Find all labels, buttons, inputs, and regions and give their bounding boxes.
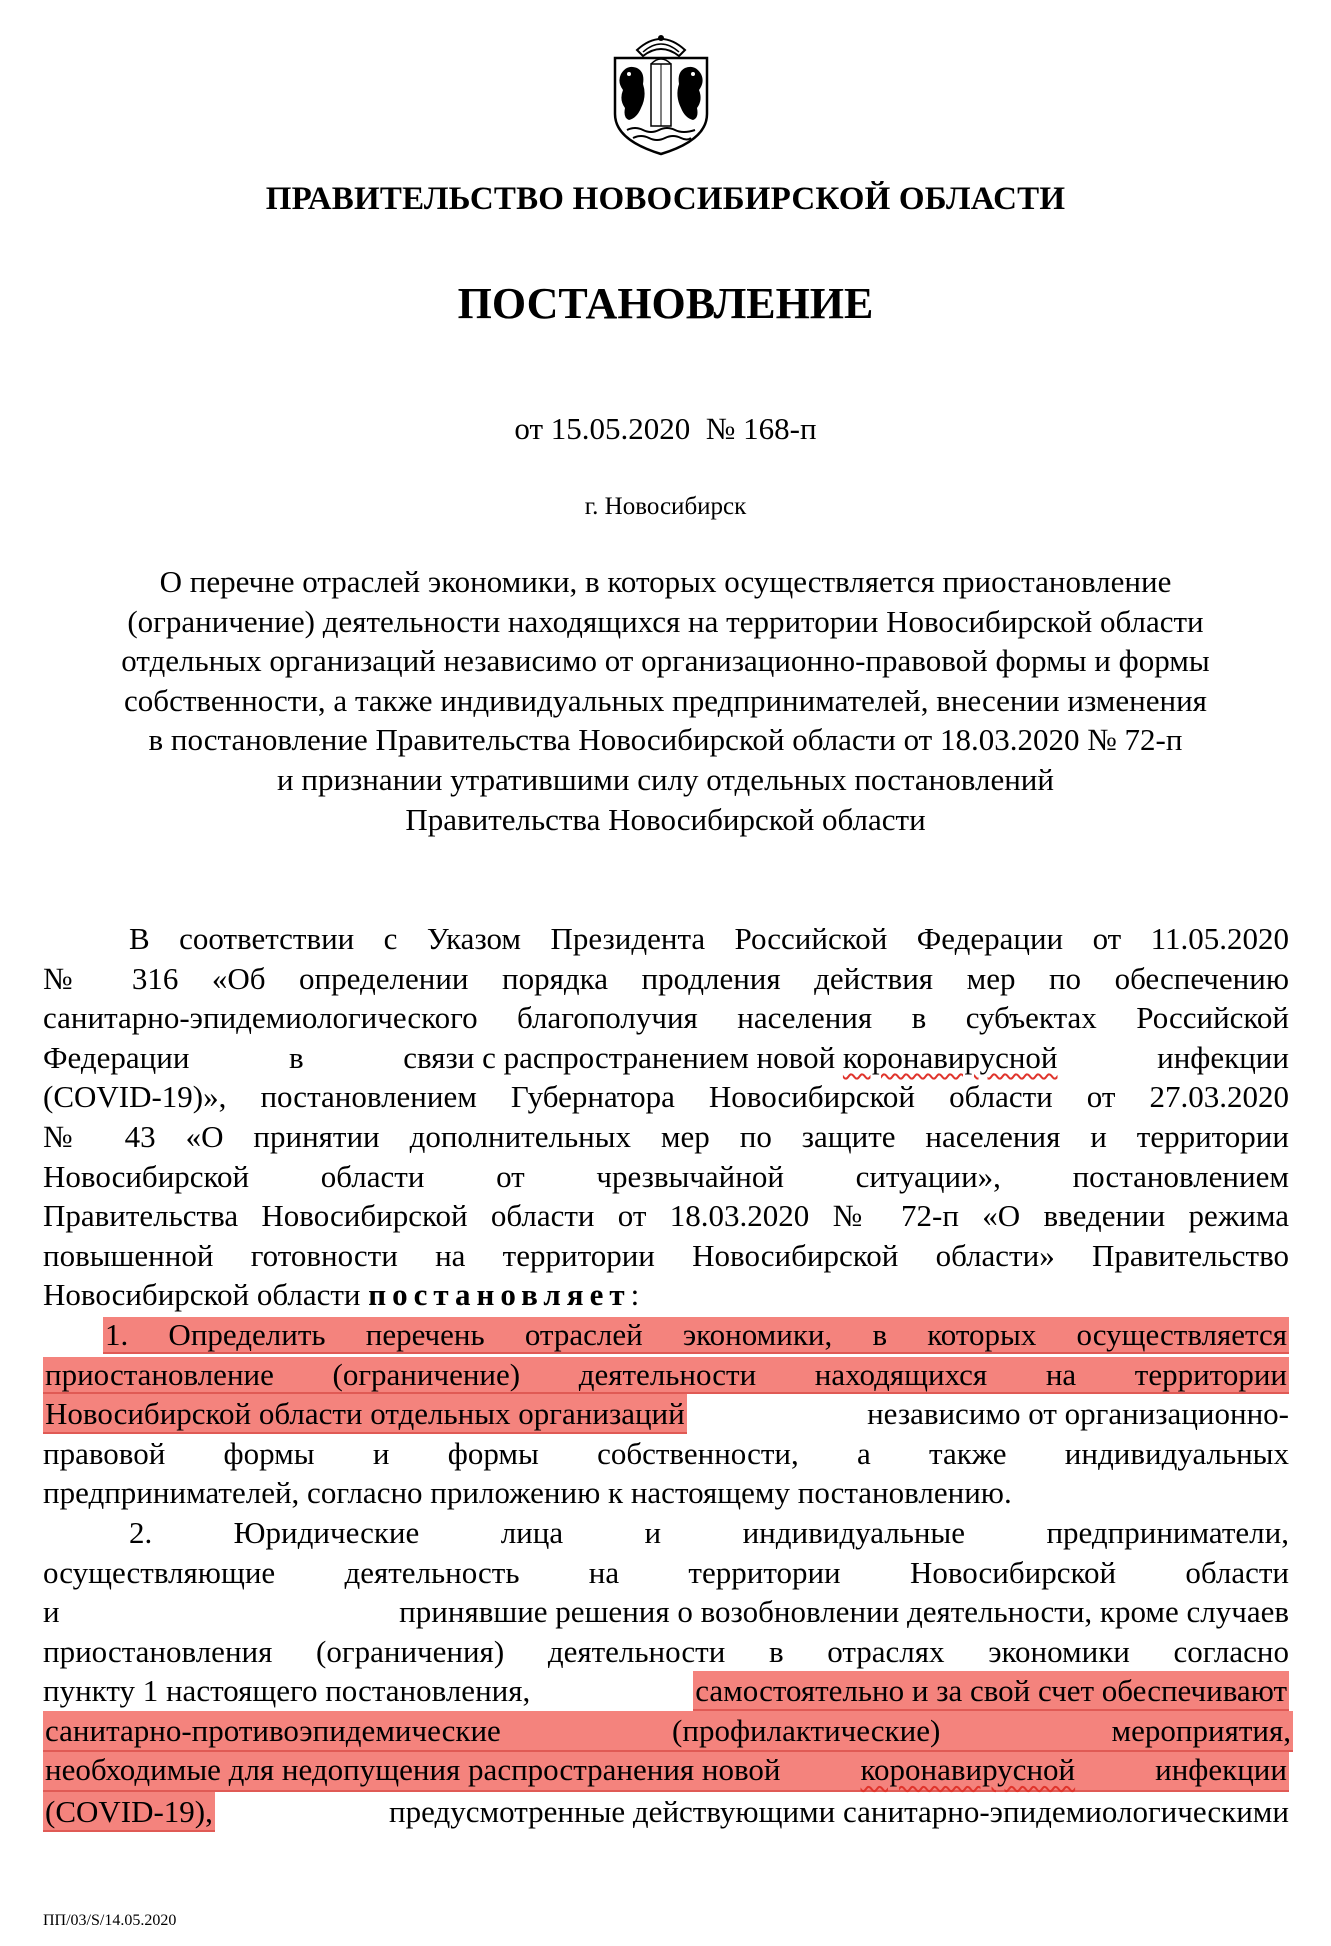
item2-line: 2. Юридические лица и индивидуальные предприниматели, xyxy=(129,1514,1289,1550)
title-line: Правительства Новосибирской области xyxy=(405,801,926,837)
highlighted-text: санитарно-противоэпидемические (профилактические) мероприятия, xyxy=(43,1711,1293,1753)
item2-text: принявшие решения о возобновлении деятельности, кроме случаев xyxy=(399,1594,1289,1630)
preamble-phrase: связи с распространением новой xyxy=(403,1039,836,1075)
item2-line xyxy=(43,1792,1289,1832)
item1-line xyxy=(43,1355,1289,1395)
highlighted-text: (COVID-19), xyxy=(43,1792,215,1832)
title-line: собственности, а также индивидуальных предпринимателей, внесении изменения xyxy=(124,682,1207,718)
organization-name: ПРАВИТЕЛЬСТВО НОВОСИБИРСКОЙ ОБЛАСТИ xyxy=(265,181,1066,217)
title-line: О перечне отраслей экономики, в которых осуществляется приостановление xyxy=(159,564,1172,599)
item1-line xyxy=(43,1315,1289,1355)
item2-line xyxy=(43,1671,1289,1711)
highlighted-text: 1. Определить перечень отраслей экономики, в которых осуществляется xyxy=(105,1316,1287,1352)
preamble-line: Новосибирской области от чрезвычайной ситуации», постановлением xyxy=(43,1158,1289,1194)
highlighted-text: Новосибирской области отдельных организаций xyxy=(43,1394,687,1434)
highlighted-text: необходимые для недопущения распространения новой xyxy=(45,1752,781,1788)
preamble-word xyxy=(403,1038,1057,1078)
preamble-line xyxy=(43,1275,1289,1315)
document-city: г. Новосибирск xyxy=(584,493,747,520)
preamble-line: № 316 «Об определении порядка продления действия мер по обеспечению xyxy=(43,960,1289,996)
preamble-word: Федерации xyxy=(43,1039,190,1075)
preamble-line: повышенной готовности на территории Новосибирской области» Правительство xyxy=(43,1237,1289,1273)
item2-word: и xyxy=(43,1594,60,1630)
document-body xyxy=(43,919,1289,1832)
preamble-colon: : xyxy=(630,1277,640,1313)
preamble-word: инфекции xyxy=(1157,1039,1289,1075)
highlighted-text: приостановление (ограничение) деятельности находящихся на территории xyxy=(45,1356,1287,1392)
item1-line xyxy=(43,1394,1289,1434)
item2-line: осуществляющие деятельность на территории Новосибирской области xyxy=(43,1554,1289,1590)
preamble-line: Правительства Новосибирской области от 18.03.2020 № 72-п «О введении режима xyxy=(43,1198,1289,1234)
title-line: отдельных организаций независимо от организационно-правовой формы и формы xyxy=(121,643,1210,679)
highlighted-text: самостоятельно и за свой счет обеспечивают xyxy=(693,1671,1289,1711)
preamble-line xyxy=(43,1038,1289,1078)
item2-line xyxy=(43,1750,1289,1792)
preamble-line: (COVID-19)», постановлением Губернатора Новосибирской области от 27.03.2020 xyxy=(43,1079,1289,1115)
highlighted-text: инфекции xyxy=(1155,1752,1287,1788)
item1-line: правовой формы и формы собственности, а также индивидуальных xyxy=(43,1435,1289,1471)
spellcheck-word: коронавирусной xyxy=(842,1039,1058,1075)
preamble-phrase: Новосибирской области xyxy=(43,1277,361,1313)
item2-line: приостановления (ограничения) деятельности в отраслях экономики согласно xyxy=(43,1633,1289,1669)
document-type: ПОСТАНОВЛЕНИЕ xyxy=(457,279,874,328)
coat-of-arms-icon xyxy=(599,22,723,156)
preamble-word: в xyxy=(289,1039,304,1075)
footer-document-code: ПП/03/S/14.05.2020 xyxy=(43,1912,177,1929)
item1-text: независимо от организационно- xyxy=(867,1396,1289,1432)
title-line: и признании утратившими силу отдельных постановлений xyxy=(277,761,1054,797)
item2-line xyxy=(43,1592,1289,1632)
title-line: в постановление Правительства Новосибирской области от 18.03.2020 № 72-п xyxy=(148,722,1183,758)
item2-text: пункту 1 настоящего постановления, xyxy=(43,1673,531,1709)
item2-text: предусмотренные действующими санитарно-эпидемиологическими xyxy=(389,1794,1289,1830)
preamble-line: № 43 «О принятии дополнительных мер по защите населения и территории xyxy=(43,1118,1289,1154)
title-line: (ограничение) деятельности находящихся на территории Новосибирской области xyxy=(127,603,1204,639)
document-date-number: от 15.05.2020 № 168-п xyxy=(514,411,817,446)
item2-line xyxy=(43,1711,1289,1751)
document-title xyxy=(40,562,1291,839)
item1-line: предпринимателей, согласно приложению к настоящему постановлению. xyxy=(43,1475,1012,1511)
preamble-line: санитарно-эпидемиологического благополучия населения в субъектах Российской xyxy=(43,1000,1289,1036)
decree-keyword: постановляет xyxy=(368,1277,631,1313)
spellcheck-word: коронавирусной xyxy=(860,1752,1076,1788)
preamble-line: В соответствии с Указом Президента Российской Федерации от 11.05.2020 xyxy=(129,921,1289,956)
